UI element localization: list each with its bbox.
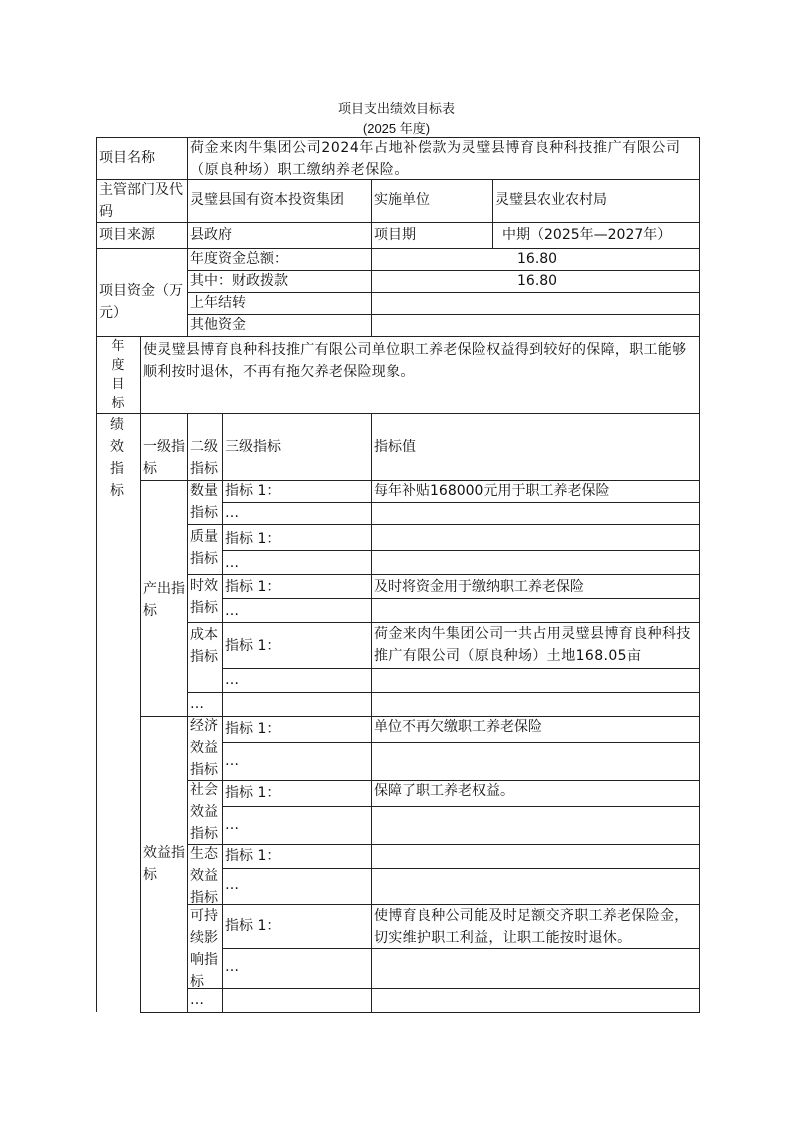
funds-row-name: 年度资金总额： <box>190 251 288 267</box>
economic-indicator-label: 经济效益指标 <box>190 718 218 778</box>
funds-row-name: 其中：财政拨款 <box>190 273 288 289</box>
source-value: 县政府 <box>190 227 232 243</box>
dept-label: 主管部门及代码 <box>99 182 183 220</box>
indicator-label: 指标 1： <box>225 785 281 801</box>
impl-unit-label: 实施单位 <box>374 192 430 208</box>
indicator-label: 指标 1： <box>225 579 281 595</box>
quality-indicator-label: 质量指标 <box>190 529 218 567</box>
ellipsis-row: … <box>225 505 239 521</box>
col-header-level2: 二级指标 <box>190 439 218 477</box>
funds-row-value: 16.80 <box>517 273 558 289</box>
ellipsis-row: … <box>225 603 239 619</box>
ellipsis-row: … <box>225 672 239 688</box>
source-label: 项目来源 <box>99 227 155 243</box>
ellipsis-row: … <box>225 817 239 833</box>
ellipsis-row: … <box>190 992 204 1008</box>
impl-unit-value: 灵璧县农业农村局 <box>495 192 607 208</box>
funds-row-name: 上年结转 <box>190 295 246 311</box>
project-name-label: 项目名称 <box>99 150 155 166</box>
cost-indicator-label: 成本指标 <box>190 627 218 665</box>
ellipsis-row: … <box>225 959 239 975</box>
economic-indicator-value: 单位不再欠缴职工养老保险 <box>374 719 542 735</box>
indicator-label: 指标 1： <box>225 483 281 499</box>
timeliness-indicator-label: 时效指标 <box>190 578 218 616</box>
performance-label: 绩效指标 <box>110 417 124 499</box>
timeliness-indicator-value: 及时将资金用于缴纳职工养老保险 <box>374 579 584 595</box>
ecological-indicator-label: 生态效益指标 <box>190 846 218 906</box>
ellipsis-row: … <box>225 555 239 571</box>
social-indicator-value: 保障了职工养老权益。 <box>374 783 514 799</box>
ellipsis-row: … <box>225 753 239 769</box>
indicator-label: 指标 1： <box>225 721 281 737</box>
indicator-label: 指标 1： <box>225 531 281 547</box>
annual-goal-label: 年度目标 <box>111 339 125 411</box>
period-label: 项目期 <box>374 227 416 243</box>
project-name-value: 荷金来肉牛集团公司2024年占地补偿款为灵璧县博育良种科技推广有限公司（原良种场）职工缴纳养老保险。 <box>190 140 681 178</box>
col-header-level3: 三级指标 <box>225 439 281 455</box>
annual-goal-text: 使灵璧县博育良种科技推广有限公司单位职工养老保险权益得到较好的保障，职工能够顺利按时退休，不再有拖欠养老保险现象。 <box>143 342 687 380</box>
output-indicators-label: 产出指标 <box>143 581 185 619</box>
indicator-label: 指标 1： <box>225 848 281 864</box>
funds-label: 项目资金（万元） <box>99 283 183 321</box>
period-value: 中期（2025年—2027年） <box>502 227 672 243</box>
funds-row-name: 其他资金 <box>190 317 246 333</box>
ellipsis-row: … <box>225 877 239 893</box>
cost-indicator-value: 荷金来肉牛集团公司一共占用灵璧县博育良种科技推广有限公司（原良种场）土地168.05亩 <box>374 626 691 664</box>
benefit-indicators-label: 效益指标 <box>143 845 185 883</box>
col-header-level1: 一级指标 <box>143 439 185 477</box>
indicator-label: 指标 1： <box>225 918 281 934</box>
indicator-label: 指标 1： <box>225 638 281 654</box>
sustainable-indicator-value: 使博育良种公司能及时足额交齐职工养老保险金，切实维护职工利益，让职工能按时退休。 <box>374 908 689 946</box>
quantity-indicator-label: 数量指标 <box>190 483 218 521</box>
col-header-value: 指标值 <box>374 439 416 455</box>
sustainable-indicator-label: 可持续影响指标 <box>190 908 218 990</box>
doc-title: 项目支出绩效目标表 <box>337 101 455 116</box>
doc-year: (2025 年度) <box>362 121 431 136</box>
dept-value: 灵璧县国有资本投资集团 <box>190 192 344 208</box>
social-indicator-label: 社会效益指标 <box>190 782 218 842</box>
funds-row-value: 16.80 <box>517 251 558 267</box>
ellipsis-row: … <box>190 696 204 712</box>
quantity-indicator-value: 每年补贴168000元用于职工养老保险 <box>374 483 610 499</box>
